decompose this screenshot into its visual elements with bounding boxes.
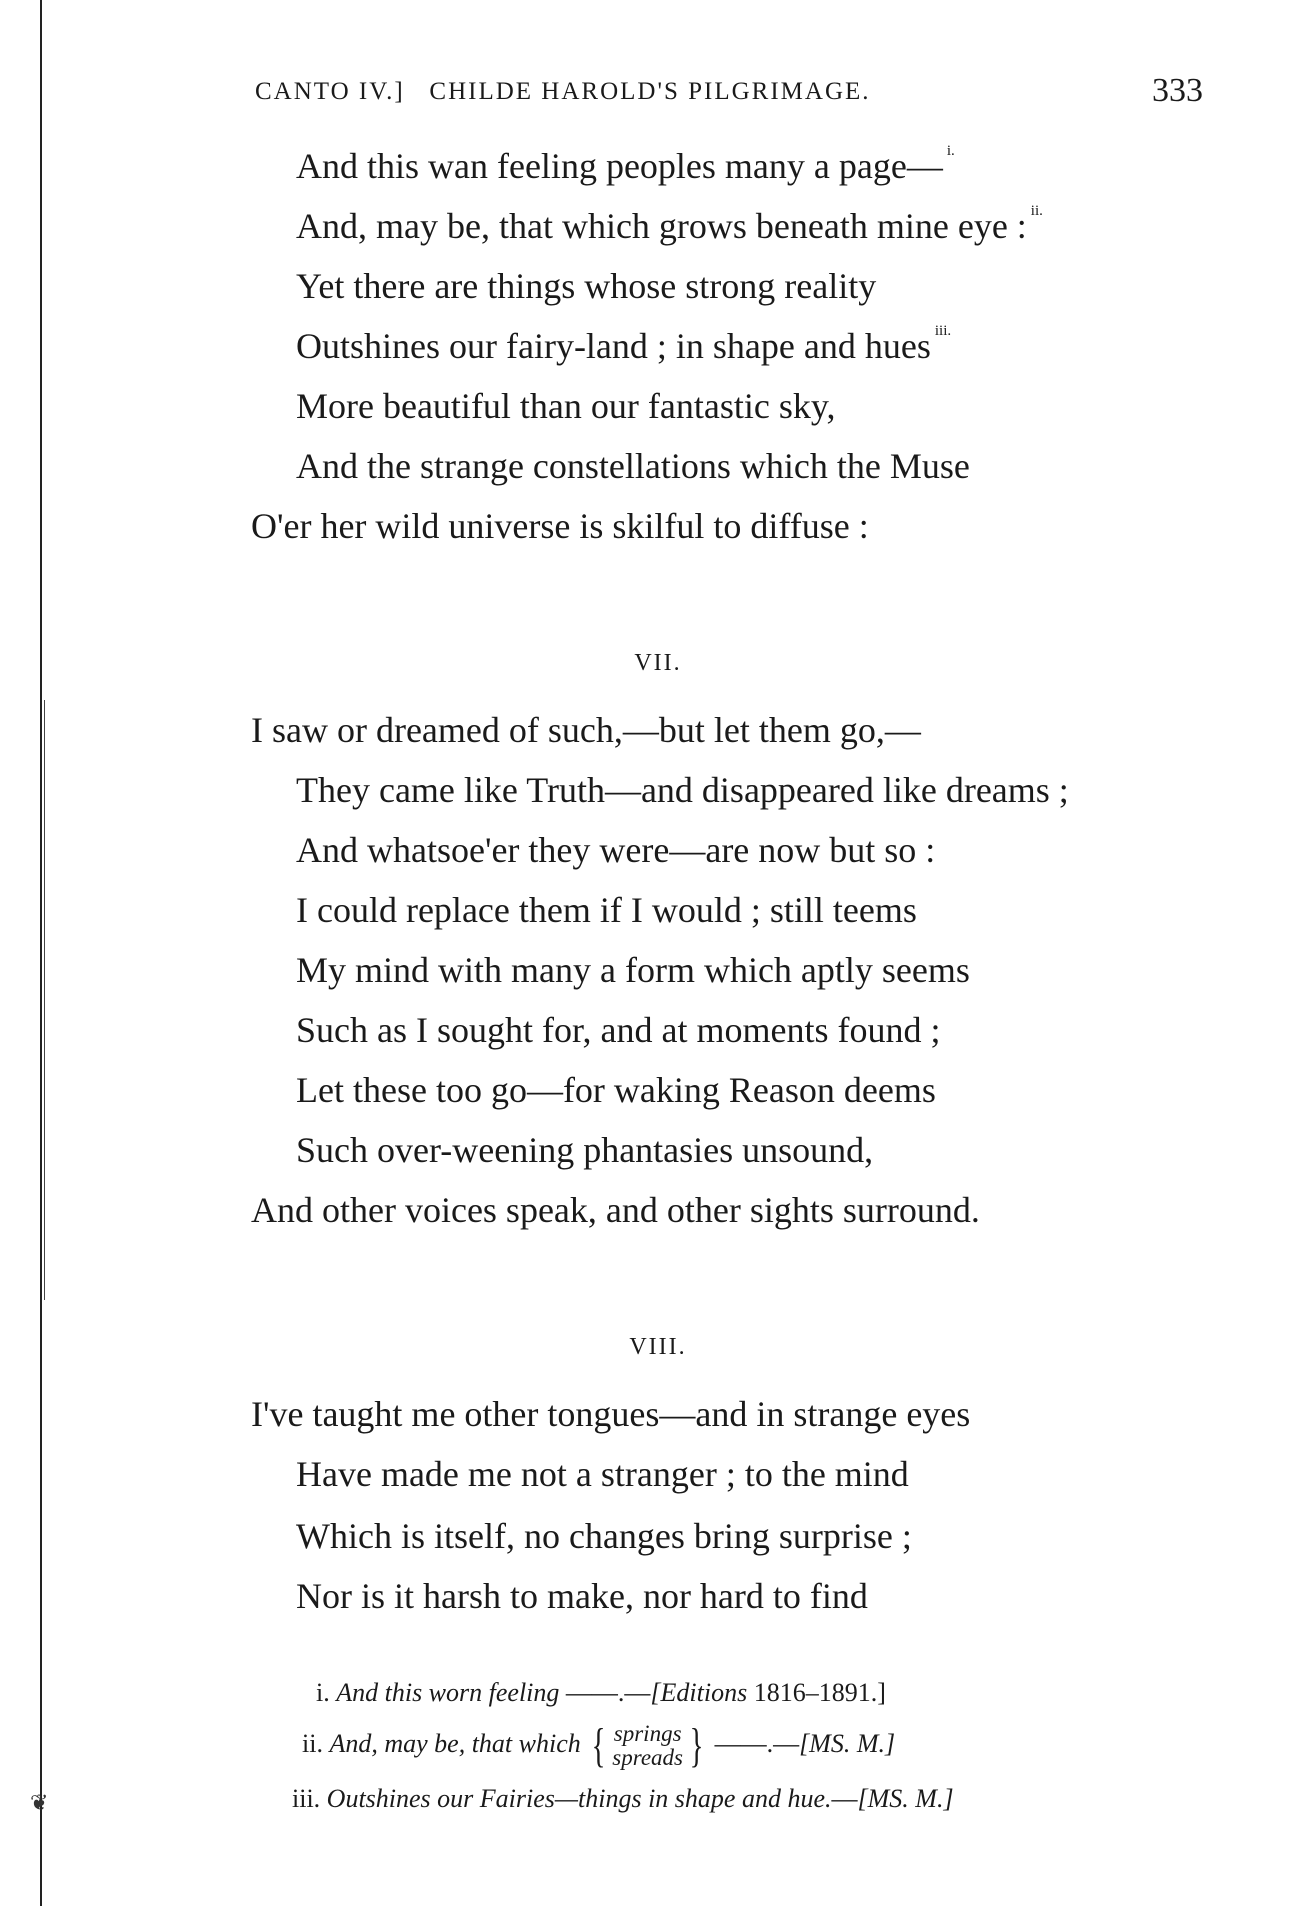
- verse-line: Nor is it harsh to make, nor hard to find: [296, 1576, 868, 1616]
- footnote-source: [MS. M.]: [799, 1729, 896, 1759]
- verse-line: Which is itself, no changes bring surprise ;: [296, 1516, 912, 1556]
- page-edge-line-inner: [44, 700, 45, 1300]
- footnote-label: iii.: [292, 1784, 321, 1813]
- footnote-ref: ii.: [1030, 203, 1043, 219]
- verse-line: And, may be, that which grows beneath mine eye : $^{ii.}$: [296, 203, 1043, 246]
- verse-line: And this wan feeling peoples many a page— $^{i.}$: [296, 143, 955, 186]
- footnote-ref: i.: [946, 143, 955, 159]
- verse-line: More beautiful than our fantastic sky,: [296, 386, 836, 426]
- footnote-label: ii.: [302, 1729, 323, 1759]
- footnote-label: i.: [316, 1678, 330, 1707]
- verse-line: Such over-weening phantasies unsound,: [296, 1130, 874, 1170]
- footnote-years: 1816–1891.]: [747, 1678, 886, 1707]
- verse-line: And other voices speak, and other sights surround.: [251, 1190, 980, 1230]
- verse-line: And whatsoe'er they were—are now but so :: [296, 830, 936, 870]
- verse-line: Such as I sought for, and at moments found ;: [296, 1010, 941, 1050]
- footnote-source: [Editions: [650, 1678, 748, 1707]
- page-edge-line: [40, 0, 42, 1906]
- verse-line: O'er her wild universe is skilful to diffuse :: [251, 506, 869, 546]
- footnote: [302, 1719, 896, 1773]
- footnote-dash: ——.—: [559, 1678, 651, 1707]
- verse-line: Outshines our fairy-land ; in shape and hues $^{iii.}$: [296, 323, 952, 366]
- verse-line: I've taught me other tongues—and in strange eyes: [251, 1394, 971, 1434]
- footnote-text: And this worn feeling: [336, 1678, 560, 1707]
- verse-line: I saw or dreamed of such,—but let them go,—: [251, 710, 921, 750]
- stray-mark-icon: ❦: [30, 1790, 49, 1815]
- footnote: [292, 1786, 954, 1812]
- footnote: [316, 1680, 886, 1706]
- footnote-ref: iii.: [934, 323, 952, 339]
- left-brace: {: [591, 1719, 606, 1773]
- footnote-source: [MS. M.]: [857, 1784, 954, 1813]
- running-header: [255, 72, 1215, 118]
- page-number: 333: [1152, 72, 1203, 109]
- footnote-dash: ——.—: [714, 1729, 800, 1759]
- right-brace: }: [689, 1719, 704, 1773]
- footnote-text: And, may be, that which: [329, 1729, 581, 1759]
- variant-stack: [612, 1722, 683, 1770]
- verse-line: Let these too go—for waking Reason deems: [296, 1070, 936, 1110]
- variant-springs: springs: [613, 1721, 682, 1746]
- footnote-text: Outshines our Fairies—things in shape and hue.: [326, 1784, 832, 1813]
- stanza-numeral-viii: VIII.: [629, 1334, 687, 1360]
- footnote-dash: —: [831, 1784, 858, 1813]
- verse-line: I could replace them if I would ; still teems: [296, 890, 917, 930]
- verse-line: Yet there are things whose strong reality: [296, 266, 877, 306]
- variant-spreads: spreads: [612, 1745, 684, 1771]
- verse-line: Have made me not a stranger ; to the mind: [296, 1454, 909, 1494]
- verse-line: They came like Truth—and disappeared like dreams ;: [296, 770, 1069, 810]
- running-title: CANTO IV.] CHILDE HAROLD'S PILGRIMAGE.: [255, 78, 871, 105]
- verse-line: And the strange constellations which the Muse: [296, 446, 970, 486]
- stanza-numeral-vii: VII.: [634, 650, 682, 676]
- verse-line: My mind with many a form which aptly seems: [296, 950, 970, 990]
